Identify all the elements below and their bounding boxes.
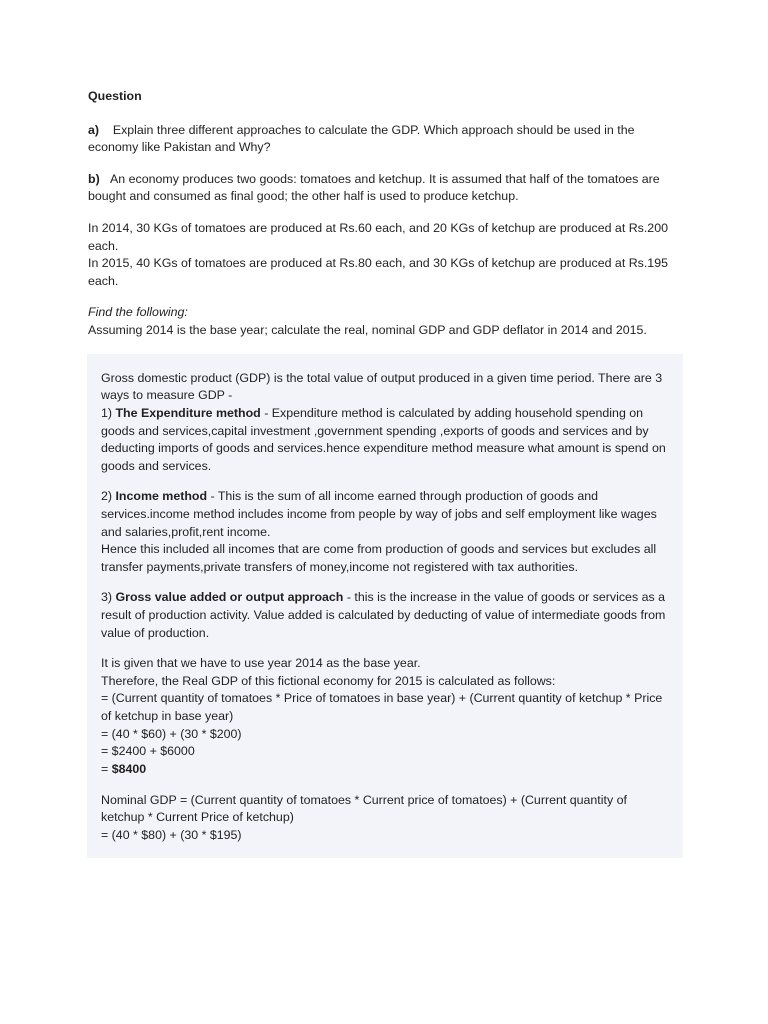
part-b-label: b) [88,171,100,186]
real-gdp-result [101,761,669,779]
method-2-extra: Hence this included all incomes that are come from production of goods and services but excludes all transfer payments,private transfers of money,income not registered with tax authorities. [101,542,657,574]
part-b-text: An economy produces two goods: tomatoes and ketchup. It is assumed that half of the tomatoes are bought and consumed as final good; the other half is used to produce ketchup. [88,171,660,204]
part-a-text: Explain three different approaches to calculate the GDP. Which approach should be used in the economy like Pakistan and Why? [88,122,635,155]
part-a-label: a) [88,122,100,137]
real-gdp-line-5: = $2400 + $6000 [101,744,195,759]
method-2-body: - This is the sum of all income earned through production of goods and services.income method includes income from people by way of jobs and self employment like wages and salaries,profit,rent income. [101,489,657,539]
method-1-number: 1) [101,405,113,420]
answer-intro: Gross domestic product (GDP) is the total value of output produced in a given time period. There are 3 ways to measure GDP - [101,370,663,403]
question-part-b [88,171,680,206]
document-body [88,88,680,858]
real-gdp-line-2: Therefore, the Real GDP of this fictional economy for 2015 is calculated as follows: [101,673,556,688]
method-3-number: 3) [101,590,113,605]
find-following-label: Find the following: [88,305,188,320]
data-line-2015: In 2015, 40 KGs of tomatoes are produced at Rs.80 each, and 30 KGs of ketchup are produced at Rs.195 each. [88,256,668,288]
method-3 [101,589,669,642]
real-gdp-line-4: = (40 * $60) + (30 * $200) [101,726,242,741]
page-title: Question [88,89,142,103]
answer-block [87,354,683,859]
method-1 [101,405,669,475]
find-following-text: Assuming 2014 is the base year; calculate the real, nominal GDP and GDP deflator in 2014 and 2015. [88,323,647,338]
real-gdp-result-value: $8400 [111,761,147,776]
real-gdp-line-3: = (Current quantity of tomatoes * Price of tomatoes in base year) + (Current quantity of ketchup * Price of ketchup in base year) [101,691,663,724]
nominal-gdp-line-2: = (40 * $80) + (30 * $195) [101,827,242,842]
question-part-a [88,122,680,157]
method-3-name: Gross value added or output approach [115,590,344,605]
method-2 [101,488,669,541]
method-2-name: Income method [115,489,208,504]
method-1-body: - Expenditure method is calculated by adding household spending on goods and services,capital investment ,government spending ,exports of goods and services and by deducting imports of goods and services.hence expenditure method measure what amount is spend on goods and services. [101,405,666,473]
method-3-body: - this is the increase in the value of goods or services as a result of production activity. Value added is calculated by deducting of value of intermediate goods from value of production. [101,590,666,640]
real-gdp-line-1: It is given that we have to use year 2014 as the base year. [101,656,421,671]
nominal-gdp-line-1: Nominal GDP = (Current quantity of tomatoes * Current price of tomatoes) + (Current quantity of ketchup * Current Price of ketchup) [101,792,627,825]
real-gdp-result-prefix: = [101,761,112,776]
data-line-2014: In 2014, 30 KGs of tomatoes are produced at Rs.60 each, and 20 KGs of ketchup are produced at Rs.200 each. [88,221,668,253]
method-1-name: The Expenditure method [115,405,261,420]
method-2-number: 2) [101,489,113,504]
